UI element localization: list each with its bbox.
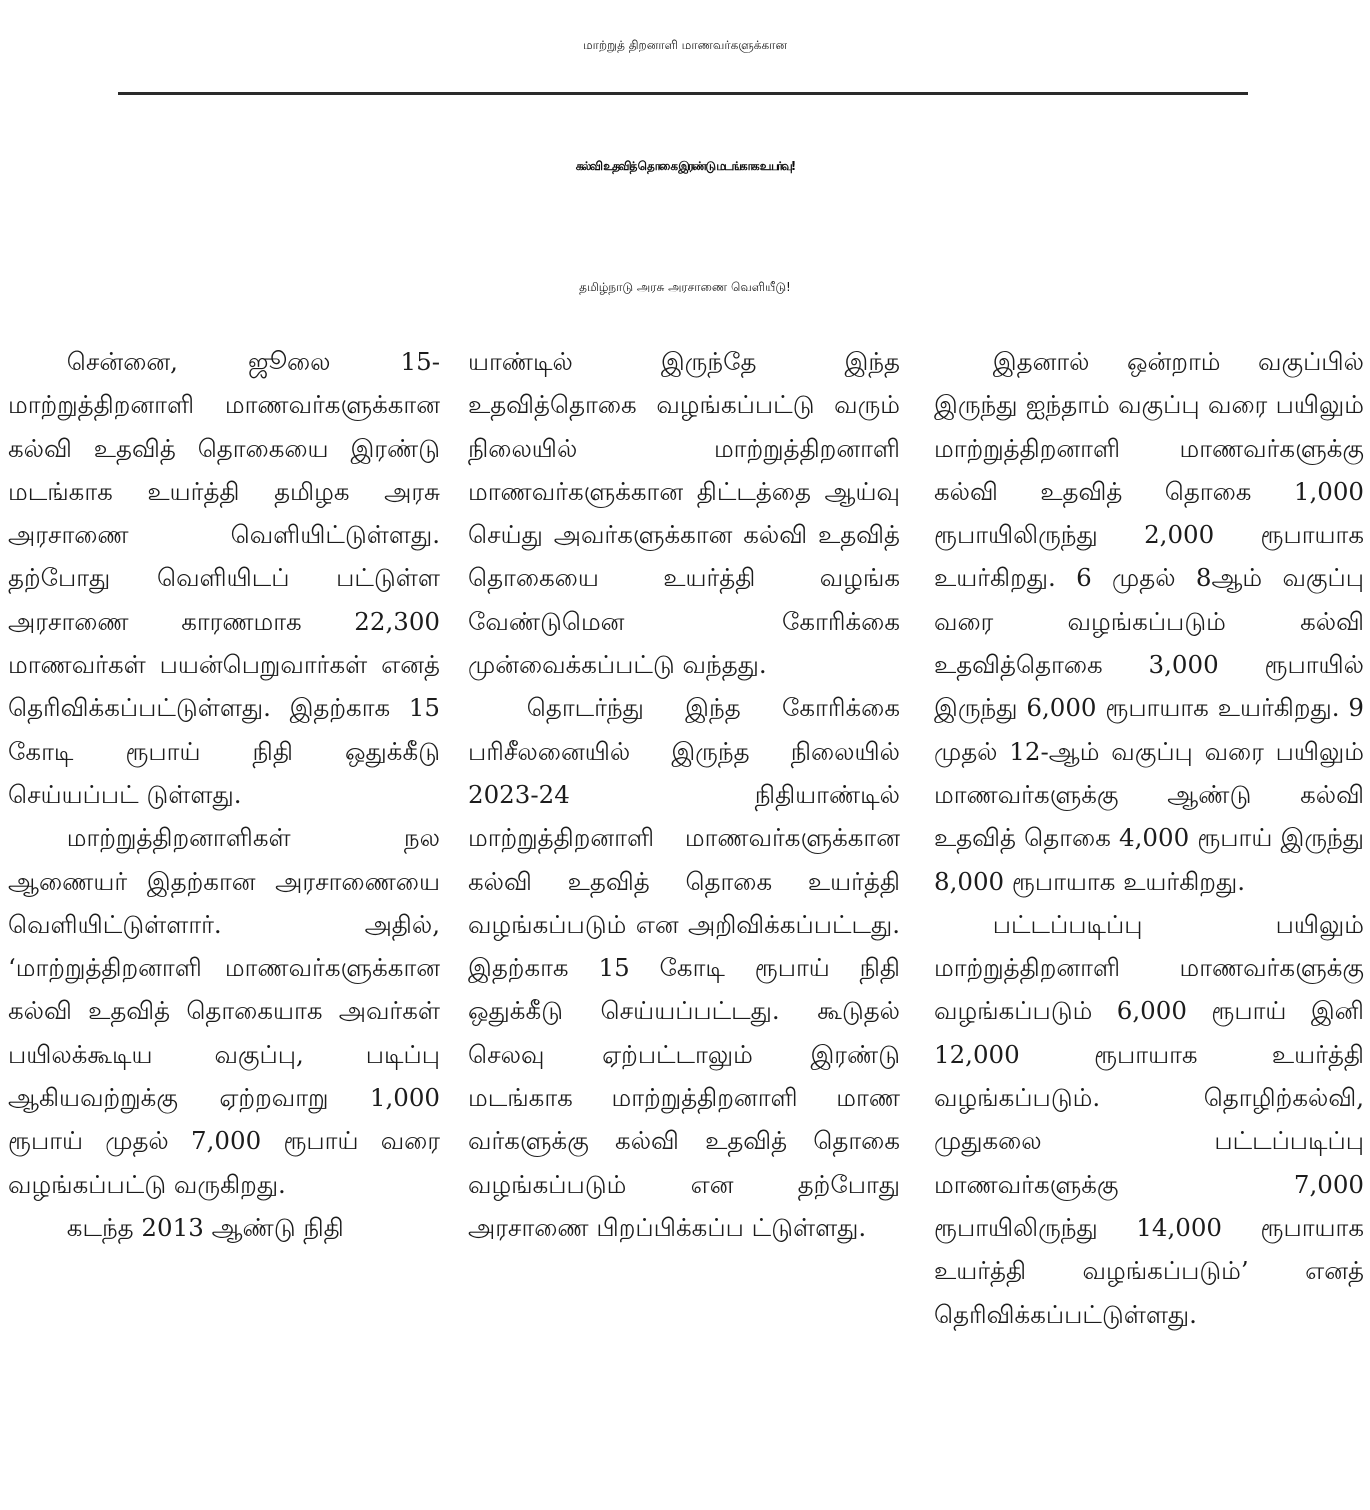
article-paragraph: கடந்த 2013 ஆண்டு நிதி bbox=[66, 1212, 344, 1242]
kicker-divider bbox=[118, 92, 1248, 95]
article-kicker: மாற்றுத் திறனாளி மாணவர்களுக்கான bbox=[582, 38, 788, 52]
article-paragraph: இதனால் ஒன்றாம் வகுப்பில் இருந்து ஐந்தாம் வகுப்பு வரை பயிலும் மாற்றுத்திறனாளி மாணவர்களுக்கு கல்வி உதவித் தொகை 1,000 ரூபாயிலிருந்து 2,000 ரூபாயாக உயர்கிறது. 6 முதல் 8ஆம் வகுப்பு வரை வழங்கப்படும் கல்வி உதவித்தொகை 3,000 ரூபாயில் இருந்து 6,000 ரூபாயாக உயர்கிறது. 9 முதல் 12-ஆம் வகுப்பு வரை பயிலும் மாணவர்களுக்கு ஆண்டு கல்வி உதவித் தொகை 4,000 ரூபாய் இருந்து 8,000 ரூபாயாக உயர்கிறது. bbox=[934, 347, 1364, 896]
article-column-1 bbox=[8, 340, 440, 1505]
article-paragraph: யாண்டில் இருந்தே இந்த உதவித்தொகை வழங்கப்பட்டு வரும் நிலையில் மாற்றுத்திறனாளி மாணவர்களுக்கான திட்டத்தை ஆய்வு செய்து அவர்களுக்கான கல்வி உதவித் தொகையை உயர்த்தி வழங்க வேண்டுமென கோரிக்கை முன்வைக்கப்பட்டு வந்தது. bbox=[468, 347, 900, 680]
article-body bbox=[0, 340, 1370, 1505]
article-paragraph: மாற்றுத்திறனாளிகள் நல ஆணையர் இதற்கான அரசாணையை வெளியிட்டுள்ளார். அதில், ‘மாற்றுத்திறனாளி மாணவர்களுக்கான கல்வி உதவித் தொகையாக அவர்கள் பயிலக்கூடிய வகுப்பு, படிப்பு ஆகியவற்றுக்கு ஏற்றவாறு 1,000 ரூபாய் முதல் 7,000 ரூபாய் வரை வழங்கப்பட்டு வருகிறது. bbox=[8, 823, 440, 1199]
article-column-2 bbox=[468, 340, 900, 1505]
article-headline: கல்வி உதவித் தொகை இரண்டு மடங்காக உயர்வு! bbox=[575, 159, 795, 173]
article-paragraph: சென்னை, ஜூலை 15- மாற்றுத்திறனாளி மாணவர்களுக்கான கல்வி உதவித் தொகையை இரண்டு மடங்காக உயர்த்தி தமிழக அரசு அரசாணை வெளியிட்டுள்ளது. தற்போது வெளியிடப் பட்டுள்ள அரசாணை காரணமாக 22,300 மாணவர்கள் பயன்பெறுவார்கள் எனத் தெரிவிக்கப்பட்டுள்ளது. இதற்காக 15 கோடி ரூபாய் நிதி ஒதுக்கீடு செய்யப்பட் டுள்ளது. bbox=[8, 347, 440, 809]
article-subheadline: தமிழ்நாடு அரசு அரசாணை வெளியீடு! bbox=[579, 280, 791, 294]
article-paragraph: பட்டப்படிப்பு பயிலும் மாற்றுத்திறனாளி மாணவர்களுக்கு வழங்கப்படும் 6,000 ரூபாய் இனி 12,000 ரூபாயாக உயர்த்தி வழங்கப்படும். தொழிற்கல்வி, முதுகலை பட்டப்படிப்பு மாணவர்களுக்கு 7,000 ரூபாயிலிருந்து 14,000 ரூபாயாக உயர்த்தி வழங்கப்படும்’ எனத் தெரிவிக்கப்பட்டுள்ளது. bbox=[934, 909, 1364, 1329]
article-column-3 bbox=[934, 340, 1364, 1505]
article-paragraph: தொடர்ந்து இந்த கோரிக்கை பரிசீலனையில் இருந்த நிலையில் 2023-24 நிதியாண்டில் மாற்றுத்திறனாளி மாணவர்களுக்கான கல்வி உதவித் தொகை உயர்த்தி வழங்கப்படும் என அறிவிக்கப்பட்டது. இதற்காக 15 கோடி ரூபாய் நிதி ஒதுக்கீடு செய்யப்பட்டது. கூடுதல் செலவு ஏற்பட்டாலும் இரண்டு மடங்காக மாற்றுத்திறனாளி மாண வர்களுக்கு கல்வி உதவித் தொகை வழங்கப்படும் என தற்போது அரசாணை பிறப்பிக்கப்ப ட்டுள்ளது. bbox=[468, 693, 900, 1242]
